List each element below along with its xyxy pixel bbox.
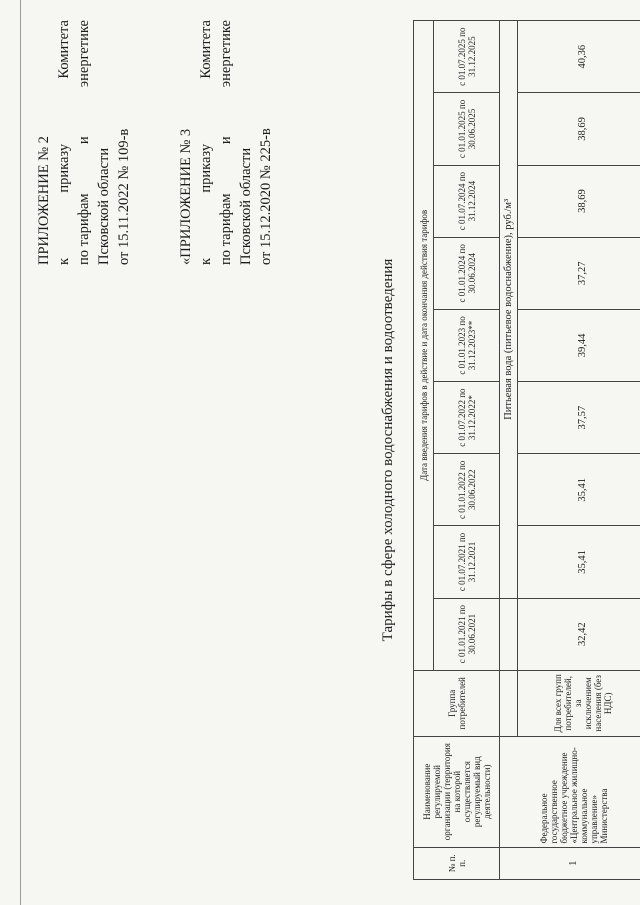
appendix-2-date: от 15.11.2022 № 109-в bbox=[116, 128, 132, 265]
tariff-value: 35,41 bbox=[518, 526, 640, 598]
appendix-3-text: приказу bbox=[198, 143, 214, 193]
period-header: с 01.07.2025 по 31.12.2025 bbox=[434, 21, 500, 93]
appendix-3-block bbox=[176, 20, 276, 265]
appendix-3-text: Комитета bbox=[198, 20, 214, 79]
period-header: с 01.07.2022 по 31.12.2022* bbox=[434, 382, 500, 454]
organization-name: Федеральное государственное бюджетное учреждение «Центральное жилищно-коммунальное управление» Министерства bbox=[500, 736, 640, 847]
appendix-3-region: Псковской области bbox=[238, 147, 254, 265]
section-title: Питьевая вода (питьевое водоснабжение), руб./м³ bbox=[500, 21, 518, 599]
consumer-group: Для всех групп потребителей, за исключением населения (без НДС) bbox=[518, 670, 640, 736]
document-title: Тарифы в сфере холодного водоснабжения и водоотведения bbox=[380, 258, 396, 642]
period-header: с 01.07.2021 по 31.12.2021 bbox=[434, 526, 500, 598]
row-number: 1 bbox=[500, 847, 640, 879]
header-consumer-group: Группа потребителей bbox=[414, 670, 500, 736]
appendix-2-text: по тарифам bbox=[76, 193, 92, 265]
period-header: с 01.01.2023 по 31.12.2023** bbox=[434, 309, 500, 381]
appendix-2-region: Псковской области bbox=[96, 147, 112, 265]
tariff-value: 40,36 bbox=[518, 21, 640, 93]
appendix-2-title: ПРИЛОЖЕНИЕ № 2 bbox=[36, 136, 52, 265]
tariff-value: 38,69 bbox=[518, 165, 640, 237]
tariff-value: 38,69 bbox=[518, 93, 640, 165]
tariff-table bbox=[413, 20, 640, 880]
period-header: с 01.01.2024 по 30.06.2024 bbox=[434, 237, 500, 309]
appendix-3-text: к bbox=[198, 257, 214, 265]
appendix-3-text: энергетике bbox=[218, 20, 234, 88]
appendix-2-text: Комитета bbox=[56, 20, 72, 79]
appendix-2-text: энергетике bbox=[76, 20, 92, 88]
tariff-value: 37,27 bbox=[518, 237, 640, 309]
header-number: № п. п. bbox=[414, 847, 500, 879]
appendix-2-block bbox=[34, 20, 134, 265]
appendix-3-text: по тарифам bbox=[218, 193, 234, 265]
period-header: с 01.07.2024 по 31.12.2024 bbox=[434, 165, 500, 237]
appendix-3-title: «ПРИЛОЖЕНИЕ № 3 bbox=[178, 128, 194, 265]
tariff-value: 39,44 bbox=[518, 309, 640, 381]
period-header: с 01.01.2021 по 30.06.2021 bbox=[434, 598, 500, 670]
period-header: с 01.01.2022 по 30.06.2022 bbox=[434, 454, 500, 526]
appendix-2-text: и bbox=[76, 136, 92, 145]
header-dates: Дата введения тарифов в действие и дата окончания действия тарифов bbox=[414, 21, 434, 671]
appendix-3-date: от 15.12.2020 № 225-в bbox=[258, 128, 274, 265]
tariff-value: 37,57 bbox=[518, 382, 640, 454]
tariff-value: 35,41 bbox=[518, 454, 640, 526]
tariff-value: 32,42 bbox=[518, 598, 640, 670]
appendix-2-text: приказу bbox=[56, 143, 72, 193]
appendix-2-text: к bbox=[56, 257, 72, 265]
header-organization: Наименование регулируемой организации (территория на которой осуществляется регулируемый вид деятельности) bbox=[414, 736, 500, 847]
appendix-3-text: и bbox=[218, 136, 234, 145]
rotated-page bbox=[18, 20, 618, 880]
period-header: с 01.01.2025 по 30.06.2025 bbox=[434, 93, 500, 165]
